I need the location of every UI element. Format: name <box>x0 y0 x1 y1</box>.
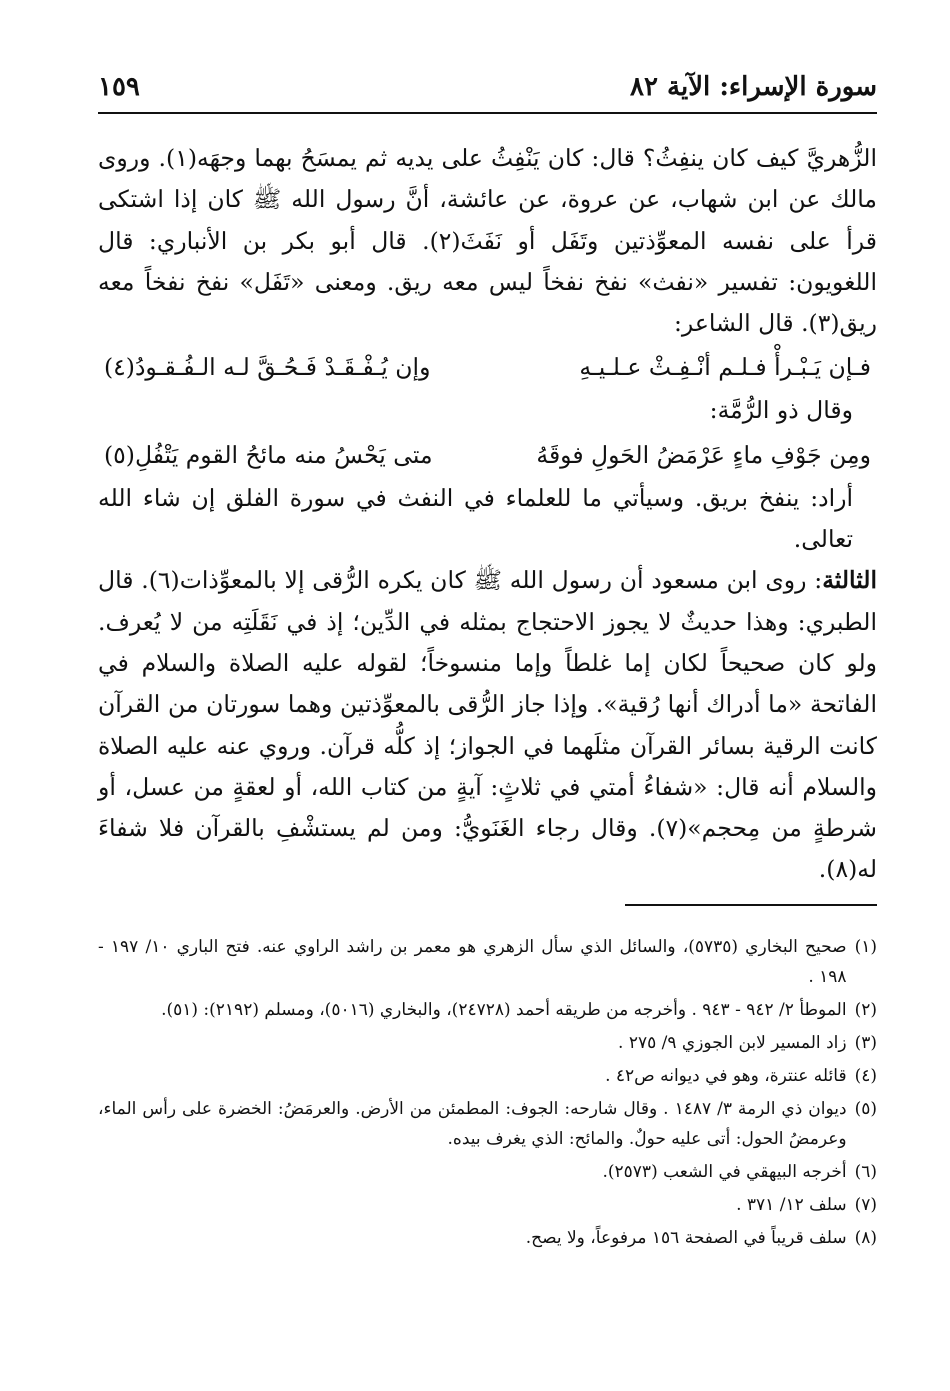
verse-hemistich-first: فـإن يَـبْـرأْ فـلـم أنْـفِـثْ عـلـيـهِ <box>579 353 871 382</box>
footnote-number: (٨) <box>854 1228 877 1248</box>
verse-hemistich-second: وإن يُـفْـقَـدْ فَـحُـقَّ لـه الـفُـقـودُ(٤) <box>104 353 431 382</box>
footnote <box>98 1223 877 1253</box>
verse-hemistich-first: ومِن جَوْفِ ماءٍ عَرْمَضُ الحَولِ فوقَهُ <box>536 440 871 469</box>
footnote-text: الموطأ ٢/ ٩٤٢ - ٩٤٣ . وأخرجه من طريقه أحمد (٢٤٧٢٨)، والبخاري (٥٠١٦)، ومسلم (٢١٩٢): (٥١). <box>161 1000 847 1020</box>
verse-antara <box>98 344 877 390</box>
section-lead: الثالثة <box>822 566 877 595</box>
footnote <box>98 1094 877 1154</box>
footnote-text: سلف قريباً في الصفحة ١٥٦ مرفوعاً، ولا يصح. <box>525 1228 847 1248</box>
paragraph-4 <box>98 560 877 890</box>
footnote-text: زاد المسير لابن الجوزي ٩/ ٢٧٥ . <box>618 1033 847 1053</box>
footnote-number: (٥) <box>854 1099 877 1119</box>
footnote-number: (٧) <box>854 1195 877 1215</box>
footnote-number: (٣) <box>854 1033 877 1053</box>
verse-hemistich-second: متى يَحْسُ منه مائحُ القوم يَتْفُلِ(٥) <box>104 440 433 469</box>
running-title: سورة الإسراء: الآية ٨٢ <box>630 72 877 102</box>
footnote <box>98 995 877 1025</box>
footnote <box>98 1190 877 1220</box>
paragraph-4-text: : روى ابن مسعود أن رسول الله ﷺ كان يكره الرُّقى إلا بالمعوِّذات(٦). قال الطبري: وهذا حديثٌ لا يجوز الاحتجاج بمثله في الدِّين؛ إذ في نَقَلَتِه من لا يُعرف. ولو كان صحيحاً لكان إما غلطاً وإما منسوخاً؛ لقوله عليه الصلاة والسلام في الفاتحة «ما أدراك أنها رُقية». وإذا جاز الرُّقى بالمعوِّذتين وهما سورتان من القرآن كانت الرقية بسائر القرآن مثلَهما في الجواز؛ إذ كلُّه قرآن. وروي عنه عليه الصلاة والسلام أنه قال: «شفاءُ أمتي في ثلاثٍ: آيةٍ من كتاب الله، أو لعقةٍ من عسل، أو شرطةٍ من مِحجم»(٧). وقال رجاء الغَنَويُّ: ومن لم يستشْفِ بالقرآن فلا شفاءَ له(٨). <box>98 566 877 884</box>
paragraph-1: الزُّهريَّ كيف كان ينفِثُ؟ قال: كان يَنْفِثُ على يديه ثم يمسَحُ بهما وجهَه(١). وروى مالك عن ابن شهاب، عن عروة، عن عائشة، أنَّ رسول الله ﷺ كان إذا اشتكى قرأ على نفسه المعوِّذتين وتَفَل أو نَفَثَ(٢). قال أبو بكر بن الأنباري: قال اللغويون: تفسير «نفث» نفخ نفخاً ليس معه ريق. ومعنى «تَفَل» نفخ نفخاً معه ريق(٣). قال الشاعر: <box>98 144 878 338</box>
footnote <box>98 932 877 992</box>
paragraph-3: أراد: ينفخ بريق. وسيأتي ما للعلماء في النفث في سورة الفلق إن شاء الله تعالى. <box>98 483 853 554</box>
footnote-text: سلف ١٢/ ٣٧١ . <box>736 1195 847 1215</box>
paragraph-2: وقال ذو الرُّمَّة: <box>709 396 853 425</box>
page-number: ١٥٩ <box>98 72 140 102</box>
footnote-number: (٦) <box>854 1162 877 1182</box>
footnote-text: قائله عنترة، وهو في ديوانه ص٤٢ . <box>605 1066 847 1086</box>
verse-dhu-rumma <box>98 432 877 478</box>
footnote-text: صحيح البخاري (٥٧٣٥)، والسائل الذي سأل الزهري هو معمر بن راشد الراوي عنه. فتح الباري ١٠/ ١٩٧ - ١٩٨ . <box>98 937 847 987</box>
footnote-number: (١) <box>854 937 877 957</box>
footnote <box>98 1157 877 1187</box>
page-header <box>98 62 877 114</box>
footnote <box>98 1061 877 1091</box>
footnote-number: (٤) <box>854 1066 877 1086</box>
footnote-text: أخرجه البيهقي في الشعب (٢٥٧٣). <box>602 1162 847 1182</box>
footnote-number: (٢) <box>854 1000 877 1020</box>
footnote <box>98 1028 877 1058</box>
footnote-separator <box>625 904 877 906</box>
main-text <box>98 138 877 891</box>
footnote-text: ديوان ذي الرمة ٣/ ١٤٨٧ . وقال شارحه: الجوف: المطمئن من الأرض. والعرمَضُ: الخضرة على رأس الماء، وعرمضُ الحول: أتى عليه حولٌ. والمائح: الذي يغرف بيده. <box>98 1099 847 1149</box>
footnotes <box>98 932 877 1256</box>
